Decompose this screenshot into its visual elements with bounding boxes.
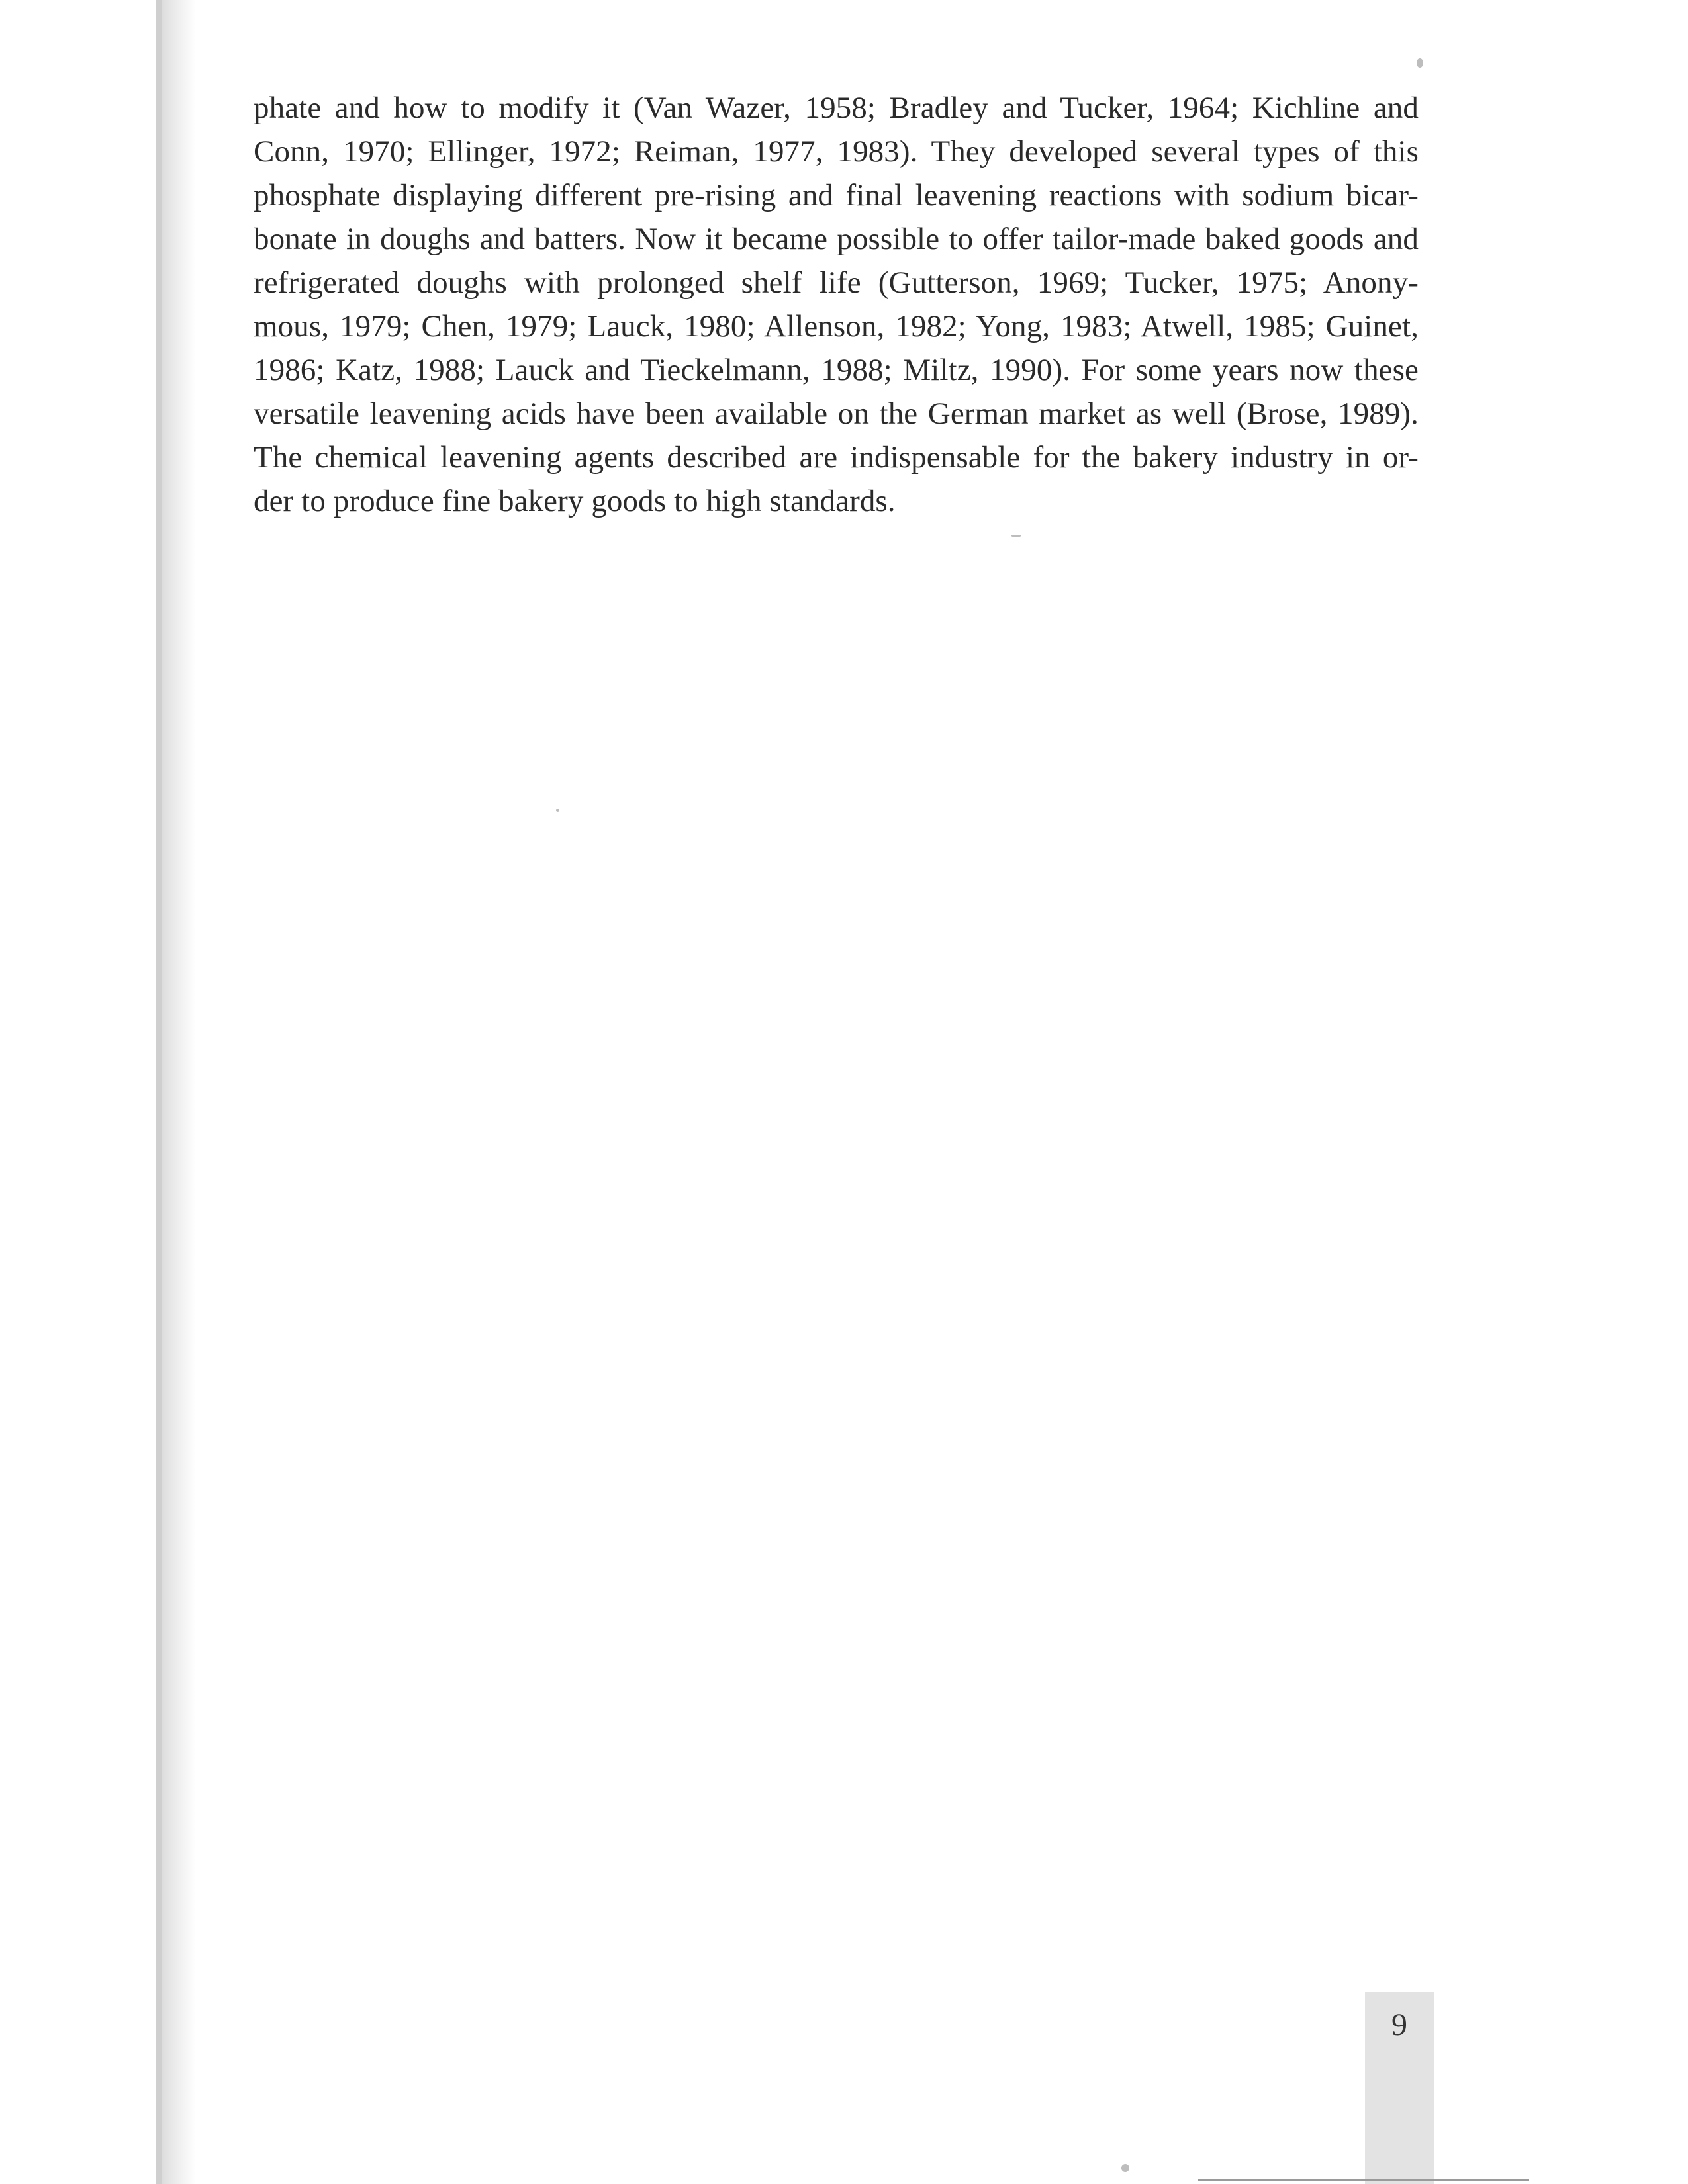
paragraph-line: der to produce fine bakery goods to high standards.	[254, 484, 896, 518]
paragraph-line: phosphate displaying different pre-rising and final leavening reactions with sodium bicar-	[254, 178, 1419, 212]
paragraph-line: refrigerated doughs with prolonged shelf life (Gutterson, 1969; Tucker, 1975; Anony-	[254, 265, 1419, 300]
scan-speck	[1011, 535, 1021, 537]
paragraph-line: versatile leavening acids have been available on the German market as well (Brose, 1989).	[254, 396, 1419, 431]
bottom-rule	[1198, 2179, 1529, 2181]
body-paragraph	[254, 86, 1419, 523]
scan-speck	[1121, 2164, 1129, 2172]
paragraph-line: The chemical leavening agents described are indispensable for the bakery industry in or-	[254, 440, 1419, 475]
page-number: 9	[1391, 2007, 1407, 2042]
paragraph-line: phate and how to modify it (Van Wazer, 1958; Bradley and Tucker, 1964; Kichline and	[254, 91, 1419, 125]
paragraph-line: 1986; Katz, 1988; Lauck and Tieckelmann, 1988; Miltz, 1990). For some years now these	[254, 353, 1419, 387]
paragraph-line: Conn, 1970; Ellinger, 1972; Reiman, 1977, 1983). They developed several types of this	[254, 134, 1419, 169]
paragraph-line: bonate in doughs and batters. Now it became possible to offer tailor-made baked goods and	[254, 222, 1419, 256]
paragraph-line: mous, 1979; Chen, 1979; Lauck, 1980; Allenson, 1982; Yong, 1983; Atwell, 1985; Guinet,	[254, 309, 1419, 343]
binding-shadow	[156, 0, 196, 2184]
scan-speck	[1417, 58, 1423, 68]
page-number-tab	[1365, 1992, 1434, 2184]
binding-edge	[156, 0, 162, 2184]
scan-speck	[556, 809, 559, 812]
